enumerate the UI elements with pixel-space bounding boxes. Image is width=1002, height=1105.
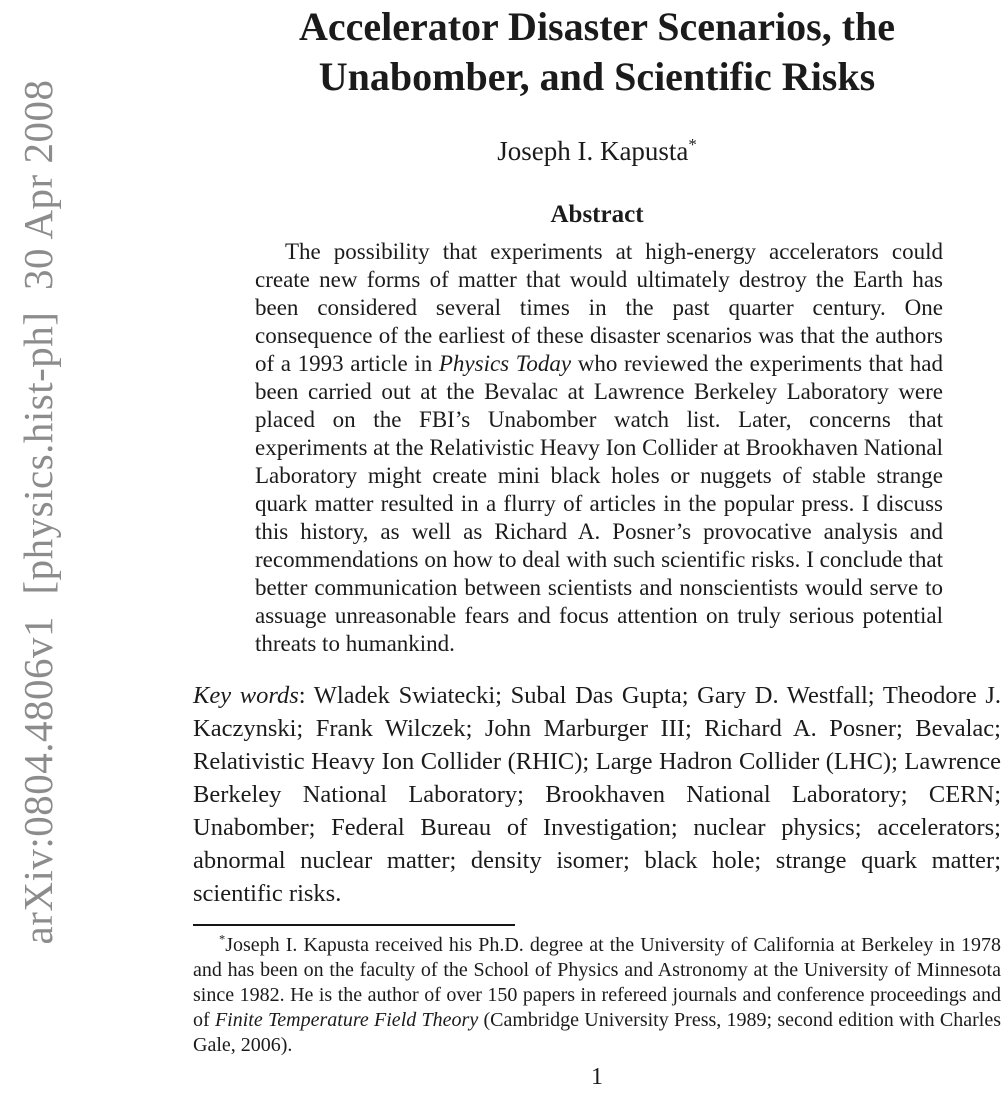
abstract-text: The possibility that experiments at high-energy accelerators could create new forms of matter that would ultimately destroy the Earth has been considered several times in the past quarter century. One consequence of the earliest of these disaster scenarios was that the authors of a 1993 article in Physics Today who reviewed the experiments that had been carried out at the Bevalac at Lawrence Berkeley Laboratory were placed on the FBI’s Unabomber watch list. Later, concerns that experiments at the Relativistic Heavy Ion Collider at Brookhaven National Laboratory might create mini black holes or nuggets of stable strange quark matter resulted in a flurry of articles in the popular press. I discuss this history, as well as Richard A. Posner’s provocative analysis and recommendations on how to deal with such scientific risks. I conclude that better communication between scientists and nonscientists would serve to assuage unreasonable fears and focus attention on truly serious potential threats to humankind. bbox=[255, 239, 943, 656]
footnote-rule bbox=[193, 924, 515, 926]
paper-title bbox=[193, 2, 1001, 102]
keywords-text: Key words: Wladek Swiatecki; Subal Das Gupta; Gary D. Westfall; Theodore J. Kaczynski; Frank Wilczek; John Marburger III; Richard A. Posner; Bevalac; Relativistic Heavy Ion Collider (RHIC); Large Hadron Collider (LHC); Lawrence Berkeley National Laboratory; Brookhaven National Laboratory; CERN; Unabomber; Federal Bureau of Investigation; nuclear physics; accelerators; abnormal nuclear matter; density isomer; black hole; strange quark matter; scientific risks. bbox=[193, 682, 1001, 907]
paper-title-line-2: Unabomber, and Scientific Risks bbox=[318, 54, 876, 99]
author-name: Joseph I. Kapusta* bbox=[497, 135, 697, 166]
paper-title-line-1: Accelerator Disaster Scenarios, the bbox=[298, 4, 896, 49]
arxiv-stamp: arXiv:0804.4806v1 [physics.hist-ph] 30 Apr 2008 bbox=[15, 79, 61, 945]
abstract-heading: Abstract bbox=[550, 201, 644, 228]
page-number: 1 bbox=[591, 1064, 603, 1090]
content-column bbox=[193, 0, 1001, 1058]
footnote-text: *Joseph I. Kapusta received his Ph.D. degree at the University of California at Berkeley in 1978 and has been on the faculty of the School of Physics and Astronomy at the University of Minnesota since 1982. He is the author of over 150 papers in refereed journals and conference proceedings and of Finite Temperature Field Theory (Cambridge University Press, 1989; second edition with Charles Gale, 2006). bbox=[193, 932, 1001, 1056]
